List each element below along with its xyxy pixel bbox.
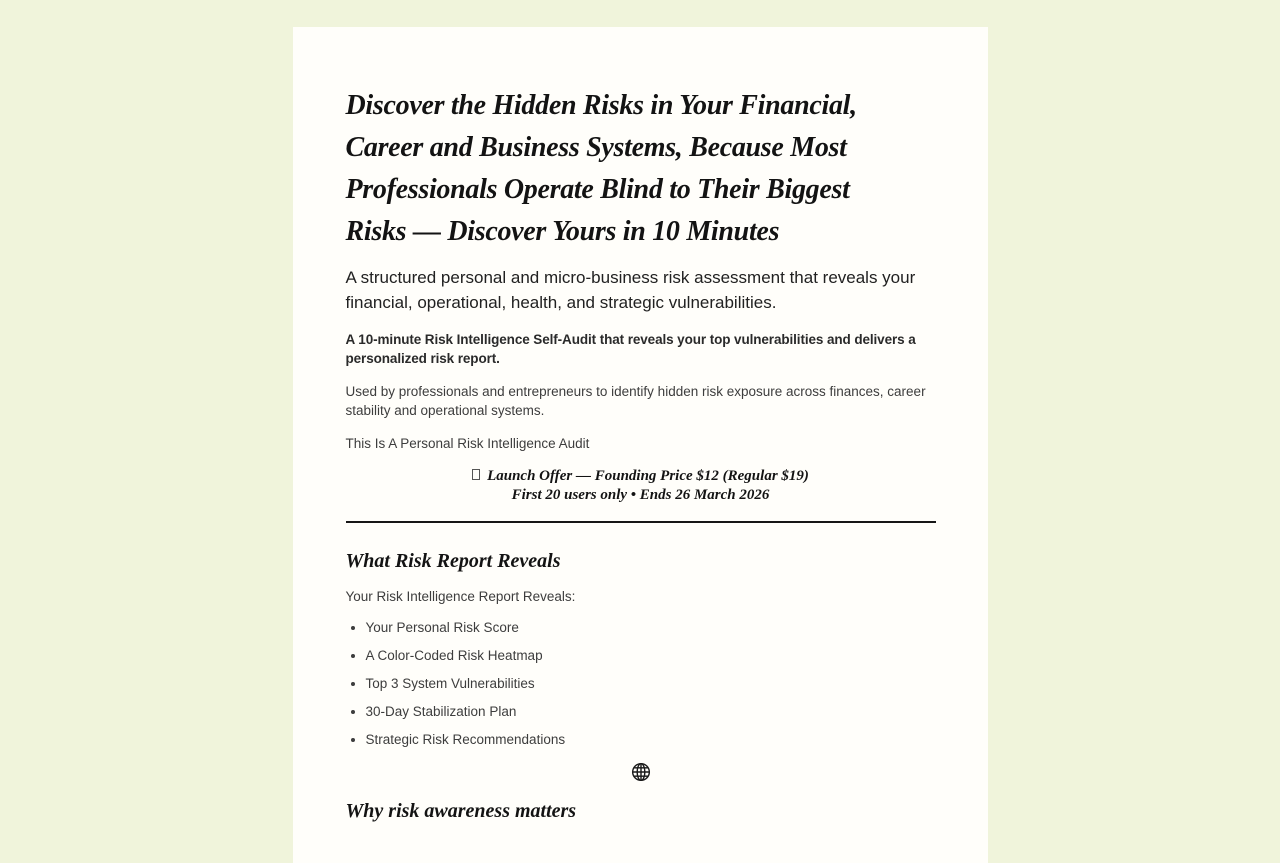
launch-offer [346,467,936,504]
reveals-list [346,618,936,749]
reveals-section-heading: What Risk Report Reveals [345,550,561,572]
reveals-intro: Your Risk Intelligence Report Reveals: [345,589,576,604]
list-item: • Your Personal Risk Score [366,618,936,637]
page-title-line: Career and Business Systems, Because Most [345,132,847,163]
page-title-line: Professionals Operate Blind to Their Biggest [345,174,850,205]
page-title-line: Risks — Discover Yours in 10 Minutes [345,216,780,247]
launch-offer-text: Launch Offer — Founding Price $12 (Regular $19) [487,468,809,484]
launch-offer-line2: First 20 users only • Ends 26 March 2026 [511,486,770,503]
page-title-line: Discover the Hidden Risks in Your Financial, [345,90,857,121]
list-item: • 30-Day Stabilization Plan [366,702,936,721]
page-title [346,85,936,253]
hero-audience: Used by professionals and entrepreneurs to identify hidden risk exposure across finances, career stability and operational systems. [345,384,926,418]
content-card [293,27,988,863]
missing-glyph-icon [472,469,480,480]
list-item: • Top 3 System Vulnerabilities [366,674,936,693]
category-note: This Is A Personal Risk Intelligence Audit [345,436,590,451]
next-section-heading: Why risk awareness matters [345,800,577,822]
globe-icon [631,762,651,782]
launch-offer-line1 [346,467,936,486]
section-break [346,762,936,782]
list-item: • Strategic Risk Recommendations [366,730,936,749]
hero-subtitle: A structured personal and micro-business risk assessment that reveals your financial, operational, health, and strategic vulnerabilities. [345,268,916,312]
section-divider [346,521,936,523]
hero-lead: A 10-minute Risk Intelligence Self-Audit that reveals your top vulnerabilities and delivers a personalized risk report. [345,332,916,366]
list-item: • A Color-Coded Risk Heatmap [366,646,936,665]
